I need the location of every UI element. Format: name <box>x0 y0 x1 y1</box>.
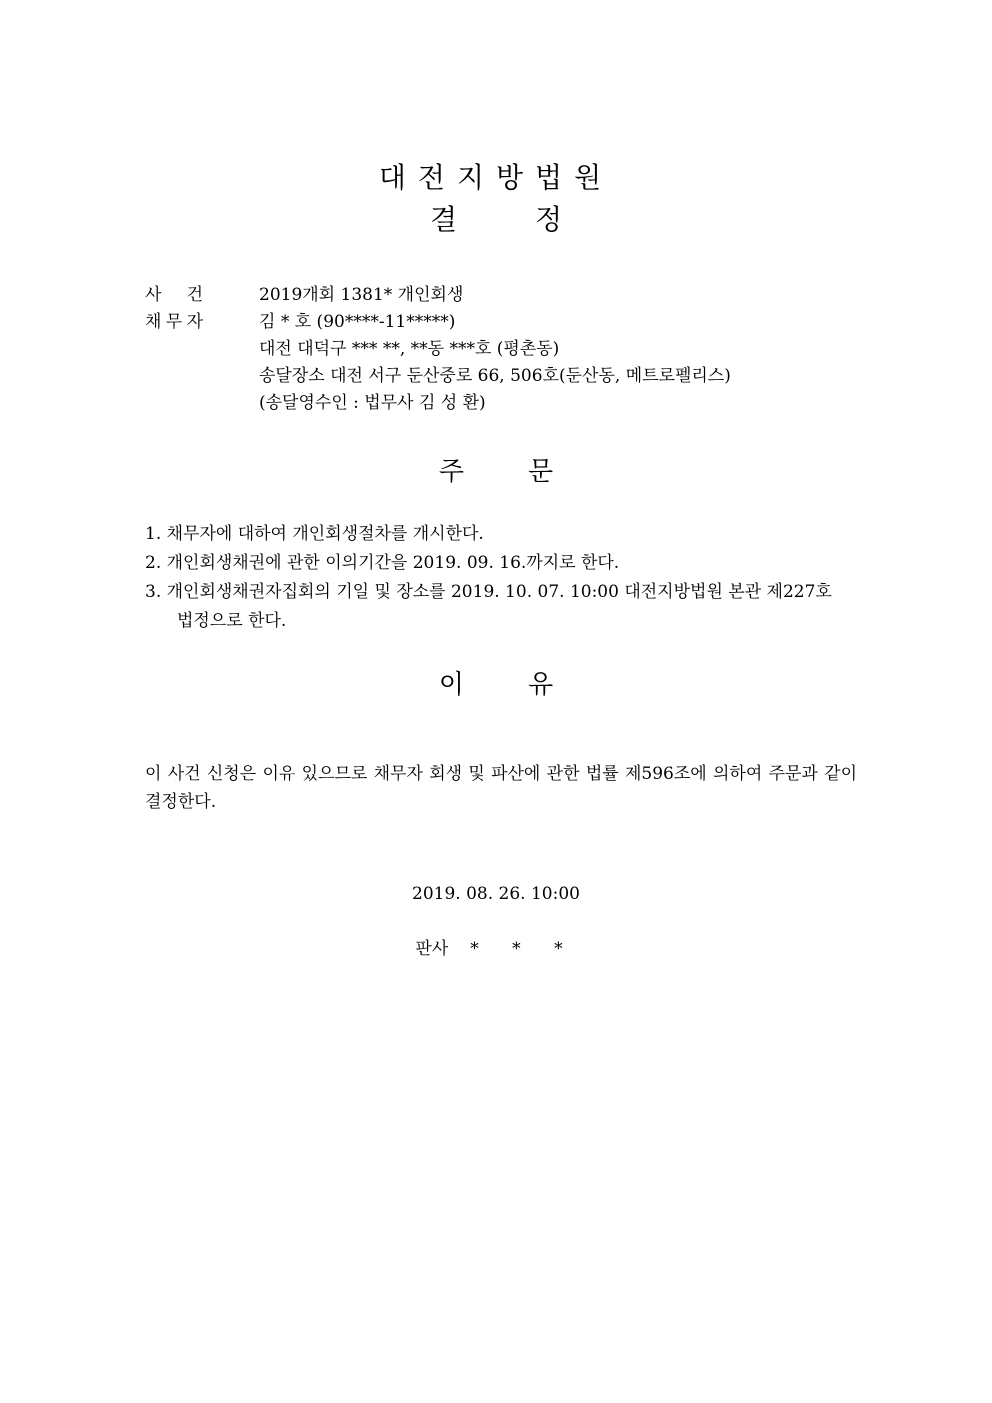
reason-section-title: 이 유 <box>438 670 554 700</box>
debtor-name: 김 * 호 (90****-11*****) <box>259 312 456 332</box>
judge-label: 판사 <box>415 939 449 959</box>
decision-date: 2019. 08. 26. 10:00 <box>412 884 580 904</box>
debtor-label: 채 무 자 <box>145 312 203 332</box>
case-label: 사 건 <box>145 285 203 305</box>
judge-name: * * * <box>470 939 577 959</box>
order-item-1: 1. 채무자에 대하여 개인회생절차를 개시한다. <box>145 524 484 544</box>
debtor-row <box>145 309 731 336</box>
order-item-2: 2. 개인회생채권에 관한 이의기간을 2019. 09. 16.까지로 한다. <box>145 553 620 573</box>
order-item-3: 3. 개인회생채권자집회의 기일 및 장소를 2019. 10. 07. 10:00 대전지방법원 본관 제227호 <box>145 582 832 602</box>
service-address: 송달장소 대전 서구 둔산중로 66, 506호(둔산동, 메트로펠리스) <box>259 366 731 386</box>
debtor-address: 대전 대덕구 *** **, **동 ***호 (평촌동) <box>259 339 560 359</box>
order-list <box>145 520 855 636</box>
case-row <box>145 282 731 309</box>
service-recipient: (송달영수인 : 법무사 김 성 환) <box>259 393 486 413</box>
document-type-title <box>0 202 992 238</box>
order-item-3-continued: 법정으로 한다. <box>177 611 287 631</box>
case-info-block <box>145 282 731 417</box>
court-name: 대전지방법원 <box>378 161 614 194</box>
case-number: 2019개회 1381* 개인회생 <box>259 285 464 305</box>
judge-signature <box>0 935 992 963</box>
order-section-title: 주 문 <box>438 457 554 487</box>
doc-type-char-1: 결 <box>429 203 457 236</box>
doc-type-char-2: 정 <box>535 203 563 236</box>
reason-text: 이 사건 신청은 이유 있으므로 채무자 회생 및 파산에 관한 법률 제596조에 의하여 주문과 같이 결정한다. <box>145 764 857 812</box>
